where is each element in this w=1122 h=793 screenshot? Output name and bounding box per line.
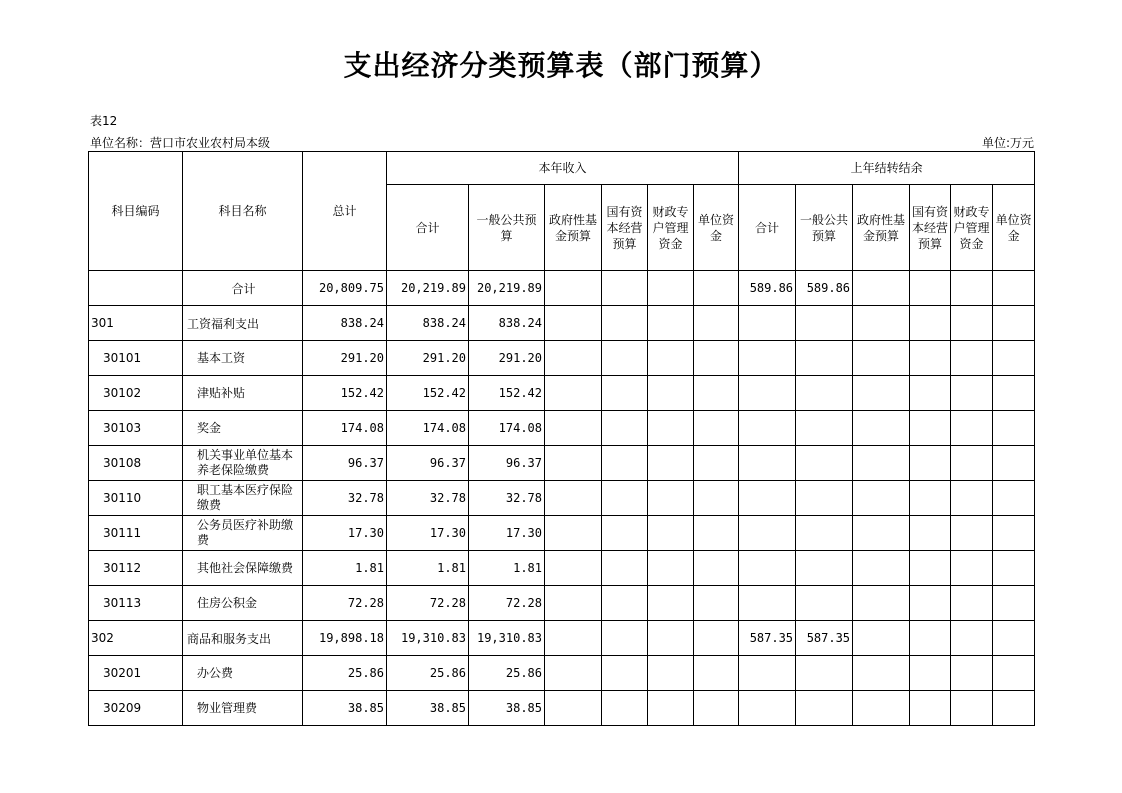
- header-cy-col: 财政专户管理资金: [648, 185, 694, 271]
- cell-pc-unit-fund: [993, 656, 1035, 691]
- cell-pc-total: [739, 516, 796, 551]
- header-prior-carry: 上年结转结余: [739, 152, 1035, 185]
- cell-pc-total: [739, 446, 796, 481]
- cell-name: 机关事业单位基本养老保险缴费: [183, 446, 303, 481]
- table-row: [89, 376, 1035, 411]
- cell-cy-state-capital: [602, 551, 648, 586]
- cell-pc-unit-fund: [993, 551, 1035, 586]
- cell-pc-fiscal-account: [951, 516, 993, 551]
- cell-pc-gov-fund: [853, 446, 910, 481]
- table-row: [89, 551, 1035, 586]
- cell-cy-gov-fund: [545, 481, 602, 516]
- cell-pc-state-capital: [910, 621, 951, 656]
- header-cy-col: 合计: [387, 185, 469, 271]
- cell-pc-unit-fund: [993, 586, 1035, 621]
- cell-pc-unit-fund: [993, 411, 1035, 446]
- header-pc-col: 单位资金: [993, 185, 1035, 271]
- table-row: [89, 481, 1035, 516]
- cell-pc-unit-fund: [993, 341, 1035, 376]
- table-row: [89, 411, 1035, 446]
- cell-pc-unit-fund: [993, 446, 1035, 481]
- header-pc-col: 合计: [739, 185, 796, 271]
- cell-pc-state-capital: [910, 446, 951, 481]
- cell-pc-gov-fund: [853, 621, 910, 656]
- currency-unit: 单位:万元: [981, 136, 1034, 150]
- cell-pc-gov-fund: [853, 481, 910, 516]
- cell-cy-general: 838.24: [469, 306, 545, 341]
- cell-cy-general: 19,310.83: [469, 621, 545, 656]
- cell-pc-state-capital: [910, 376, 951, 411]
- cell-total: 25.86: [303, 656, 387, 691]
- cell-cy-state-capital: [602, 691, 648, 726]
- cell-name: 奖金: [183, 411, 303, 446]
- cell-pc-fiscal-account: [951, 586, 993, 621]
- header-name: 科目名称: [183, 152, 303, 271]
- cell-code: 301: [89, 306, 183, 341]
- cell-code: 30102: [89, 376, 183, 411]
- cell-cy-fiscal-account: [648, 341, 694, 376]
- cell-cy-unit-fund: [694, 586, 739, 621]
- cell-cy-gov-fund: [545, 271, 602, 306]
- header-current-year: 本年收入: [387, 152, 739, 185]
- cell-pc-unit-fund: [993, 271, 1035, 306]
- cell-total: 152.42: [303, 376, 387, 411]
- cell-cy-total: 838.24: [387, 306, 469, 341]
- cell-pc-fiscal-account: [951, 656, 993, 691]
- cell-pc-fiscal-account: [951, 306, 993, 341]
- cell-cy-state-capital: [602, 621, 648, 656]
- cell-cy-gov-fund: [545, 621, 602, 656]
- cell-name: 住房公积金: [183, 586, 303, 621]
- cell-pc-state-capital: [910, 691, 951, 726]
- cell-cy-general: 17.30: [469, 516, 545, 551]
- table-number: 表12: [90, 114, 118, 128]
- cell-pc-unit-fund: [993, 621, 1035, 656]
- cell-pc-general: 587.35: [796, 621, 853, 656]
- cell-cy-state-capital: [602, 446, 648, 481]
- cell-cy-gov-fund: [545, 411, 602, 446]
- cell-name: 基本工资: [183, 341, 303, 376]
- cell-code: 30108: [89, 446, 183, 481]
- cell-cy-fiscal-account: [648, 481, 694, 516]
- cell-cy-total: 174.08: [387, 411, 469, 446]
- cell-cy-total: 291.20: [387, 341, 469, 376]
- cell-name: 职工基本医疗保险缴费: [183, 481, 303, 516]
- cell-total: 19,898.18: [303, 621, 387, 656]
- cell-cy-state-capital: [602, 481, 648, 516]
- cell-cy-fiscal-account: [648, 586, 694, 621]
- cell-cy-total: 1.81: [387, 551, 469, 586]
- cell-cy-general: 96.37: [469, 446, 545, 481]
- cell-pc-total: [739, 551, 796, 586]
- cell-pc-gov-fund: [853, 656, 910, 691]
- cell-pc-gov-fund: [853, 411, 910, 446]
- table-row: [89, 656, 1035, 691]
- cell-cy-gov-fund: [545, 656, 602, 691]
- cell-cy-fiscal-account: [648, 411, 694, 446]
- cell-total: 291.20: [303, 341, 387, 376]
- cell-pc-gov-fund: [853, 271, 910, 306]
- cell-pc-general: [796, 341, 853, 376]
- cell-cy-total: 72.28: [387, 586, 469, 621]
- cell-cy-unit-fund: [694, 621, 739, 656]
- cell-pc-unit-fund: [993, 376, 1035, 411]
- cell-total: 38.85: [303, 691, 387, 726]
- cell-pc-total: [739, 306, 796, 341]
- cell-cy-total: 19,310.83: [387, 621, 469, 656]
- cell-cy-general: 1.81: [469, 551, 545, 586]
- cell-pc-general: [796, 411, 853, 446]
- table-row: [89, 446, 1035, 481]
- cell-cy-fiscal-account: [648, 656, 694, 691]
- cell-name: 商品和服务支出: [183, 621, 303, 656]
- cell-code: 30111: [89, 516, 183, 551]
- cell-pc-fiscal-account: [951, 446, 993, 481]
- cell-cy-unit-fund: [694, 516, 739, 551]
- cell-pc-fiscal-account: [951, 376, 993, 411]
- cell-pc-total: [739, 341, 796, 376]
- cell-cy-gov-fund: [545, 691, 602, 726]
- cell-cy-fiscal-account: [648, 376, 694, 411]
- cell-pc-unit-fund: [993, 691, 1035, 726]
- cell-code: [89, 271, 183, 306]
- cell-total: 72.28: [303, 586, 387, 621]
- table-row: [89, 271, 1035, 306]
- cell-code: 30209: [89, 691, 183, 726]
- cell-pc-general: [796, 656, 853, 691]
- cell-pc-fiscal-account: [951, 481, 993, 516]
- header-cy-col: 单位资金: [694, 185, 739, 271]
- cell-total: 32.78: [303, 481, 387, 516]
- cell-pc-general: [796, 691, 853, 726]
- cell-pc-state-capital: [910, 411, 951, 446]
- cell-cy-general: 291.20: [469, 341, 545, 376]
- cell-pc-total: [739, 411, 796, 446]
- cell-pc-general: [796, 516, 853, 551]
- cell-pc-gov-fund: [853, 586, 910, 621]
- header-cy-col: 国有资本经营预算: [602, 185, 648, 271]
- cell-cy-unit-fund: [694, 376, 739, 411]
- cell-pc-state-capital: [910, 516, 951, 551]
- cell-cy-general: 174.08: [469, 411, 545, 446]
- cell-cy-general: 20,219.89: [469, 271, 545, 306]
- cell-cy-unit-fund: [694, 446, 739, 481]
- cell-cy-general: 38.85: [469, 691, 545, 726]
- cell-cy-total: 38.85: [387, 691, 469, 726]
- cell-cy-gov-fund: [545, 586, 602, 621]
- cell-pc-fiscal-account: [951, 551, 993, 586]
- cell-cy-state-capital: [602, 306, 648, 341]
- cell-name: 办公费: [183, 656, 303, 691]
- cell-cy-unit-fund: [694, 551, 739, 586]
- cell-cy-unit-fund: [694, 656, 739, 691]
- cell-cy-gov-fund: [545, 551, 602, 586]
- cell-pc-state-capital: [910, 656, 951, 691]
- cell-cy-unit-fund: [694, 341, 739, 376]
- table-row: [89, 621, 1035, 656]
- cell-pc-total: [739, 586, 796, 621]
- cell-pc-total: 587.35: [739, 621, 796, 656]
- cell-name: 工资福利支出: [183, 306, 303, 341]
- cell-cy-state-capital: [602, 586, 648, 621]
- cell-cy-state-capital: [602, 656, 648, 691]
- cell-cy-gov-fund: [545, 306, 602, 341]
- cell-pc-unit-fund: [993, 516, 1035, 551]
- cell-pc-general: [796, 446, 853, 481]
- header-pc-col: 财政专户管理资金: [951, 185, 993, 271]
- cell-pc-fiscal-account: [951, 271, 993, 306]
- cell-pc-state-capital: [910, 271, 951, 306]
- cell-pc-gov-fund: [853, 691, 910, 726]
- cell-cy-state-capital: [602, 376, 648, 411]
- cell-cy-state-capital: [602, 516, 648, 551]
- cell-pc-fiscal-account: [951, 411, 993, 446]
- cell-name: 合计: [183, 271, 303, 306]
- cell-cy-fiscal-account: [648, 446, 694, 481]
- cell-code: 302: [89, 621, 183, 656]
- unit-name: 单位名称：营口市农业农村局本级: [90, 136, 271, 150]
- table-row: [89, 306, 1035, 341]
- cell-cy-fiscal-account: [648, 306, 694, 341]
- cell-cy-total: 20,219.89: [387, 271, 469, 306]
- cell-pc-fiscal-account: [951, 341, 993, 376]
- cell-total: 1.81: [303, 551, 387, 586]
- cell-cy-unit-fund: [694, 411, 739, 446]
- cell-cy-unit-fund: [694, 481, 739, 516]
- cell-pc-general: [796, 551, 853, 586]
- header-cy-col: 政府性基金预算: [545, 185, 602, 271]
- cell-cy-fiscal-account: [648, 551, 694, 586]
- cell-cy-gov-fund: [545, 446, 602, 481]
- cell-pc-state-capital: [910, 306, 951, 341]
- cell-cy-state-capital: [602, 411, 648, 446]
- cell-cy-total: 96.37: [387, 446, 469, 481]
- cell-pc-gov-fund: [853, 516, 910, 551]
- cell-cy-total: 17.30: [387, 516, 469, 551]
- table-row: [89, 691, 1035, 726]
- cell-pc-fiscal-account: [951, 621, 993, 656]
- cell-pc-gov-fund: [853, 341, 910, 376]
- header-cy-col: 一般公共预算: [469, 185, 545, 271]
- cell-pc-general: [796, 586, 853, 621]
- cell-total: 838.24: [303, 306, 387, 341]
- cell-pc-state-capital: [910, 586, 951, 621]
- cell-cy-fiscal-account: [648, 691, 694, 726]
- cell-total: 17.30: [303, 516, 387, 551]
- header-pc-col: 一般公共预算: [796, 185, 853, 271]
- cell-cy-fiscal-account: [648, 621, 694, 656]
- cell-cy-general: 25.86: [469, 656, 545, 691]
- cell-cy-state-capital: [602, 271, 648, 306]
- cell-pc-gov-fund: [853, 306, 910, 341]
- cell-cy-unit-fund: [694, 691, 739, 726]
- cell-name: 公务员医疗补助缴费: [183, 516, 303, 551]
- cell-pc-general: [796, 481, 853, 516]
- cell-cy-general: 32.78: [469, 481, 545, 516]
- cell-pc-gov-fund: [853, 376, 910, 411]
- cell-name: 物业管理费: [183, 691, 303, 726]
- cell-pc-general: [796, 306, 853, 341]
- cell-total: 174.08: [303, 411, 387, 446]
- cell-code: 30101: [89, 341, 183, 376]
- table-row: [89, 341, 1035, 376]
- cell-cy-fiscal-account: [648, 516, 694, 551]
- cell-cy-gov-fund: [545, 376, 602, 411]
- cell-pc-unit-fund: [993, 481, 1035, 516]
- cell-pc-unit-fund: [993, 306, 1035, 341]
- header-total: 总计: [303, 152, 387, 271]
- cell-pc-state-capital: [910, 481, 951, 516]
- cell-cy-unit-fund: [694, 306, 739, 341]
- cell-pc-fiscal-account: [951, 691, 993, 726]
- cell-cy-general: 152.42: [469, 376, 545, 411]
- table-row: [89, 586, 1035, 621]
- cell-code: 30112: [89, 551, 183, 586]
- cell-pc-state-capital: [910, 551, 951, 586]
- cell-code: 30110: [89, 481, 183, 516]
- cell-code: 30201: [89, 656, 183, 691]
- cell-cy-gov-fund: [545, 516, 602, 551]
- cell-pc-total: [739, 481, 796, 516]
- cell-code: 30113: [89, 586, 183, 621]
- header-pc-col: 国有资本经营预算: [910, 185, 951, 271]
- cell-pc-total: 589.86: [739, 271, 796, 306]
- header-code: 科目编码: [89, 152, 183, 271]
- cell-cy-total: 32.78: [387, 481, 469, 516]
- cell-cy-gov-fund: [545, 341, 602, 376]
- table-row: [89, 516, 1035, 551]
- budget-table: [88, 151, 1035, 726]
- cell-code: 30103: [89, 411, 183, 446]
- cell-cy-general: 72.28: [469, 586, 545, 621]
- cell-total: 20,809.75: [303, 271, 387, 306]
- cell-pc-gov-fund: [853, 551, 910, 586]
- cell-cy-total: 25.86: [387, 656, 469, 691]
- cell-cy-state-capital: [602, 341, 648, 376]
- cell-name: 津贴补贴: [183, 376, 303, 411]
- cell-cy-fiscal-account: [648, 271, 694, 306]
- page-title: 支出经济分类预算表（部门预算）: [343, 49, 779, 82]
- cell-pc-general: 589.86: [796, 271, 853, 306]
- cell-cy-total: 152.42: [387, 376, 469, 411]
- cell-pc-total: [739, 376, 796, 411]
- cell-pc-total: [739, 691, 796, 726]
- cell-pc-general: [796, 376, 853, 411]
- cell-total: 96.37: [303, 446, 387, 481]
- cell-cy-unit-fund: [694, 271, 739, 306]
- header-pc-col: 政府性基金预算: [853, 185, 910, 271]
- cell-pc-total: [739, 656, 796, 691]
- table-body: [89, 271, 1035, 726]
- cell-name: 其他社会保障缴费: [183, 551, 303, 586]
- cell-pc-state-capital: [910, 341, 951, 376]
